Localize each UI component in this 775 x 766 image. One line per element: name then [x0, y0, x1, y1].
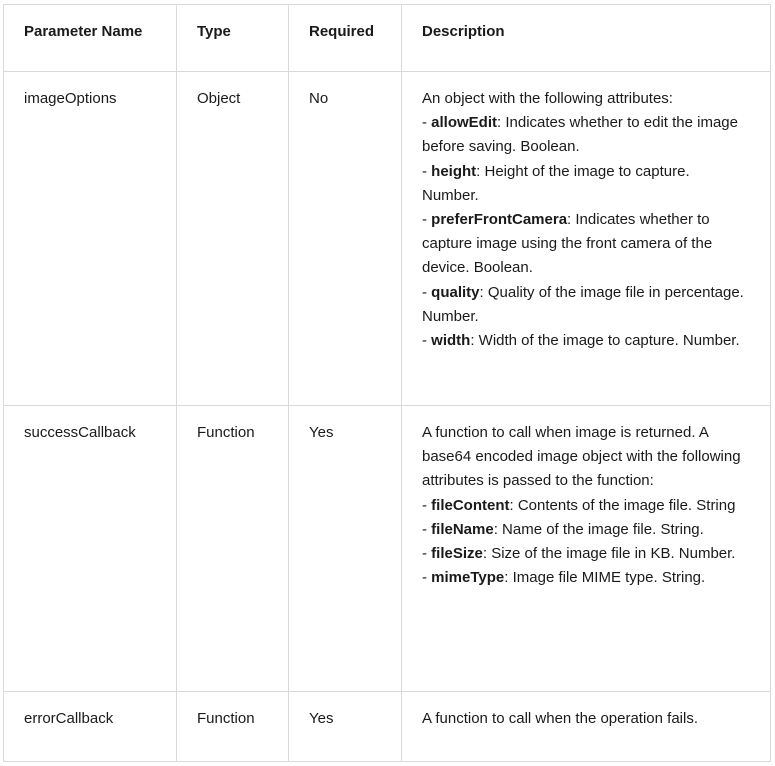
- description-intro: A function to call when the operation fails.: [422, 710, 699, 727]
- param-description-cell: [402, 406, 771, 692]
- attribute-name: quality: [431, 283, 480, 301]
- param-name-cell: imageOptions: [4, 72, 177, 406]
- attribute-desc: : Name of the image file. String.: [493, 520, 704, 538]
- param-name-cell: successCallback: [4, 406, 177, 692]
- attribute-desc: : Contents of the image file. String: [509, 496, 736, 514]
- attribute-name: mimeType: [431, 569, 505, 587]
- attribute-desc: : Width of the image to capture. Number.: [470, 332, 740, 350]
- attribute-name: height: [431, 162, 477, 180]
- header-parameter-name: Parameter Name: [4, 5, 177, 72]
- param-name-cell: errorCallback: [4, 692, 177, 762]
- table-row: [4, 72, 771, 406]
- attribute-line: - quality: Quality of the image file in percentage. Number.: [422, 283, 744, 325]
- param-type-cell: Function: [177, 406, 289, 692]
- param-required-cell: Yes: [289, 406, 402, 692]
- attribute-desc: : Image file MIME type. String.: [504, 569, 706, 587]
- attribute-line: - allowEdit: Indicates whether to edit the image before saving. Boolean.: [422, 114, 738, 156]
- attribute-desc: : Size of the image file in KB. Number.: [482, 545, 736, 563]
- table-row: [4, 406, 771, 692]
- attribute-line: - fileName: Name of the image file. String.: [422, 520, 704, 538]
- attribute-desc: : Height of the image to capture. Number.: [422, 162, 690, 204]
- attribute-name: allowEdit: [431, 114, 498, 132]
- param-description-cell: [402, 72, 771, 406]
- param-type-cell: Object: [177, 72, 289, 406]
- attribute-line: - mimeType: Image file MIME type. String.: [422, 569, 706, 587]
- param-required-cell: No: [289, 72, 402, 406]
- header-description: Description: [402, 5, 771, 72]
- attribute-line: - fileContent: Contents of the image file. String: [422, 496, 736, 514]
- attribute-name: fileName: [431, 520, 494, 538]
- table-row: [4, 692, 771, 762]
- param-description-cell: [402, 692, 771, 762]
- attribute-name: fileSize: [431, 545, 483, 563]
- attribute-desc: : Indicates whether to capture image using the front camera of the device. Boolean.: [422, 211, 713, 277]
- header-required: Required: [289, 5, 402, 72]
- table-header-row: [4, 5, 771, 72]
- attribute-line: - height: Height of the image to capture. Number.: [422, 162, 690, 204]
- parameters-table-wrapper: [3, 4, 770, 762]
- header-type: Type: [177, 5, 289, 72]
- param-required-cell: Yes: [289, 692, 402, 762]
- attribute-line: - fileSize: Size of the image file in KB. Number.: [422, 545, 736, 563]
- param-type-cell: Function: [177, 692, 289, 762]
- attribute-name: fileContent: [431, 496, 510, 514]
- description-intro: A function to call when image is returned. A base64 encoded image object with the following attributes is passed to the function:: [422, 424, 741, 490]
- attribute-line: - width: Width of the image to capture. Number.: [422, 332, 740, 350]
- attribute-line: - preferFrontCamera: Indicates whether to capture image using the front camera of the device. Boolean.: [422, 211, 713, 277]
- attribute-desc: : Quality of the image file in percentage. Number.: [422, 283, 744, 325]
- description-intro: An object with the following attributes:: [422, 90, 673, 107]
- parameters-table: [3, 4, 771, 762]
- attribute-name: preferFrontCamera: [431, 211, 568, 229]
- attribute-desc: : Indicates whether to edit the image before saving. Boolean.: [422, 114, 738, 156]
- attribute-name: width: [431, 332, 471, 350]
